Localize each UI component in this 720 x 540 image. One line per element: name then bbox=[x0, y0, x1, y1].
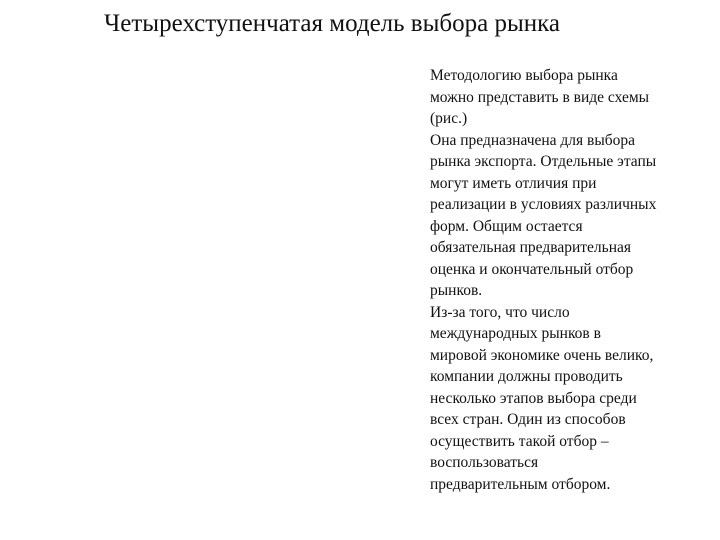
body-line: компании должны проводить bbox=[430, 368, 623, 385]
body-line: могут иметь отличия при bbox=[430, 174, 597, 192]
body-line: Она предназначена для выбора bbox=[430, 131, 636, 149]
body-line: Из-за того, что число bbox=[430, 303, 570, 321]
body-line: можно представить в виде схемы bbox=[430, 88, 650, 106]
body-line: рынков. bbox=[430, 282, 483, 299]
body-line: рынка экспорта. Отдельные этапы bbox=[430, 153, 657, 170]
body-line: предварительным отбором. bbox=[430, 475, 611, 493]
body-line: обязательная предварительная bbox=[430, 239, 632, 256]
body-line: международных рынков в bbox=[430, 325, 601, 342]
body-line: несколько этапов выбора среди bbox=[430, 389, 637, 407]
body-line: воспользоваться bbox=[430, 454, 539, 471]
body-line: оценка и окончательный отбор bbox=[430, 260, 634, 278]
body-line: всех стран. Один из способов bbox=[430, 411, 626, 428]
body-line: форм. Общим остается bbox=[430, 217, 583, 235]
slide-title: Четырехступенчатая модель выбора рынка bbox=[104, 10, 561, 37]
body-line: осуществить такой отбор – bbox=[430, 432, 609, 450]
body-line: реализации в условиях различных bbox=[430, 196, 657, 213]
body-line: Методологию выбора рынка bbox=[430, 67, 618, 84]
slide-body-text bbox=[430, 65, 720, 495]
body-line: (рис.) bbox=[430, 110, 468, 127]
body-line: мировой экономике очень велико, bbox=[430, 346, 654, 364]
